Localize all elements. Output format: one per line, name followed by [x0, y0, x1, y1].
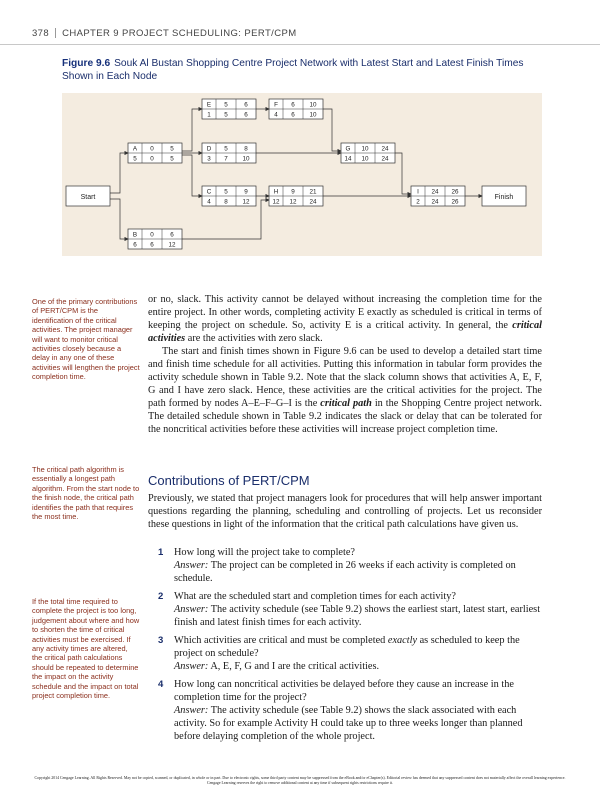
node-value: 8	[244, 145, 248, 153]
list-item: 4 How long can noncritical activities be delayed before they cause an increase in the completion time for the project? Answer: The activity schedule (see Table 9.2) shows the slack associated with each activity. So for example Activity H could take up to three weeks longer than planned before delaying completion of the whole project.	[158, 679, 523, 742]
node-value: 12	[242, 198, 250, 206]
node-value: 5	[224, 101, 228, 109]
node-value: 9	[291, 188, 295, 196]
header-divider	[55, 28, 56, 38]
intro-paragraph: Previously, we stated that project managers look for procedures that will help answer important questions regarding the planning, scheduling and controlling of projects. Let us reconsider these questions in light of the information that the critical path calculations have given us.	[148, 493, 542, 530]
node-value: 24	[431, 188, 439, 196]
start-label: Start	[80, 194, 96, 201]
figure-title: Souk Al Bustan Shopping Centre Project Network with Latest Start and Latest Finish Times Shown in Each Node	[62, 58, 524, 82]
node-value: 10	[309, 101, 317, 109]
node-value: 5	[224, 145, 228, 153]
node-value: 10	[242, 155, 250, 163]
node-value: H	[273, 188, 279, 196]
node-value: 6	[244, 101, 248, 109]
node-value: 5	[224, 111, 228, 119]
node-value: 6	[170, 231, 174, 239]
node-value: I	[417, 188, 419, 196]
node-value: 26	[451, 188, 459, 196]
node-value: 24	[381, 145, 389, 153]
node-value: E	[206, 101, 212, 109]
node-value: 12	[289, 198, 297, 206]
edge-f-g	[323, 109, 341, 151]
node-value: D	[206, 145, 212, 153]
margin-note-critical-activities: One of the primary contributions of PERT/CPM is the identification of the critical activities. The project manager will want to monitor critical activities closely because a delay in any one of these activities will lengthen the project completion time.	[32, 297, 140, 382]
node-value: G	[345, 145, 351, 153]
node-value: A	[132, 145, 138, 153]
node-value: 24	[381, 155, 389, 163]
node-value: F	[274, 101, 278, 109]
chapter-title: CHAPTER 9 PROJECT SCHEDULING: PERT/CPM	[62, 28, 297, 39]
edge-a-e	[182, 109, 202, 151]
node-value: 5	[170, 155, 174, 163]
node-value: 5	[133, 155, 137, 163]
figure-caption	[62, 57, 542, 83]
node-value: 9	[244, 188, 248, 196]
node-value: B	[132, 231, 138, 239]
paragraph-1: or no, slack. This activity cannot be delayed without increasing the completion time for the entire project. In other words, completing activity E exactly as scheduled is critical in terms of keeping the project on schedule. So, activity E is a critical activity. In general, the critical activities are the activities with zero slack.	[148, 294, 542, 344]
edge-start-a	[110, 153, 128, 193]
node-value: 6	[150, 241, 154, 249]
section-heading: Contributions of PERT/CPM	[148, 473, 310, 488]
node-value: 6	[133, 241, 137, 249]
network-diagram	[62, 93, 542, 256]
node-value: 10	[361, 155, 369, 163]
node-value: 12	[272, 198, 280, 206]
node-value: 10	[309, 111, 317, 119]
node-value: 1	[207, 111, 211, 119]
body-text	[148, 293, 542, 436]
node-value: 24	[431, 198, 439, 206]
project-network-figure	[62, 93, 542, 256]
node-value: 24	[309, 198, 317, 206]
node-value: 0	[150, 145, 154, 153]
list-item: 1 How long will the project take to complete? Answer: The project can be completed in 26 weeks if each activity is completed on schedule.	[158, 547, 516, 584]
term-critical-activities: critical activities	[148, 320, 542, 344]
paragraph-2: The start and finish times shown in Figure 9.6 can be used to develop a detailed start time and finish time schedule for all activities. Putting this information in tabular form provides the activity schedule shown in Table 9.2. Note that the slack column shows that activities A, E, F, G and I have zero slack. Hence, these activities are the critical activities for the project. The path formed by nodes A–E–F–G–I is the critical path in the Shopping Centre project network. The detailed schedule shown in Table 9.2 indicates the slack or delay that can be tolerated for the noncritical activities before these activities will increase project completion time.	[148, 346, 543, 435]
edge-a-c	[182, 155, 202, 196]
node-value: 7	[224, 155, 228, 163]
question-list	[148, 546, 542, 748]
node-value: 0	[150, 231, 154, 239]
margin-note-shorten-time: If the total time required to complete the project is too long, judgement about where and how to shorten the time of critical activities must be exercised. If any activity times are altered, the critical path calculations should be repeated to determine the impact on the activity schedule and the impact on total project completion time.	[32, 597, 140, 701]
margin-note-critical-path: The critical path algorithm is essentially a longest path algorithm. From the start node to the finish node, the critical path identifies the path that requires the most time.	[32, 465, 140, 522]
node-value: 3	[207, 155, 211, 163]
node-value: 5	[224, 188, 228, 196]
node-value: C	[206, 188, 212, 196]
node-value: 10	[361, 145, 369, 153]
node-value: 4	[207, 198, 211, 206]
node-value: 4	[274, 111, 278, 119]
node-value: 26	[451, 198, 459, 206]
list-item: 2 What are the scheduled start and completion times for each activity? Answer: The activity schedule (see Table 9.2) shows the earliest start, latest start, earliest finish and latest finish times for each activity.	[158, 591, 541, 628]
term-critical-path: critical path	[320, 398, 372, 409]
node-value: 5	[170, 145, 174, 153]
header-rule	[0, 44, 600, 45]
node-value: 14	[344, 155, 352, 163]
page-number: 378	[32, 28, 50, 39]
node-value: 6	[291, 101, 295, 109]
node-value: 6	[244, 111, 248, 119]
figure-label: Figure 9.6	[62, 58, 111, 69]
node-value: 21	[309, 188, 317, 196]
edge-g-i	[395, 153, 411, 194]
node-value: 12	[168, 241, 176, 249]
copyright-footer: Copyright 2014 Cengage Learning. All Rights Reserved. May not be copied, scanned, or duplicated, in whole or in part. Due to electronic rights, some third party content may be suppressed from the eBook and/or eChapter(s). Editorial review has deemed that any suppressed content does not materially affect the overall learning experience. Cengage Learning reserves the right to remove additional content at any time if subsequent rights restrictions require it.	[34, 776, 566, 786]
finish-label: Finish	[494, 194, 514, 201]
running-header	[32, 28, 297, 39]
node-value: 2	[416, 198, 420, 206]
list-item: 3 Which activities are critical and must be completed exactly as scheduled to keep the project on schedule? Answer: A, E, F, G and I are the critical activities.	[158, 635, 520, 672]
node-value: 0	[150, 155, 154, 163]
node-value: 6	[291, 111, 295, 119]
node-value: 8	[224, 198, 228, 206]
edge-start-b	[110, 199, 128, 239]
